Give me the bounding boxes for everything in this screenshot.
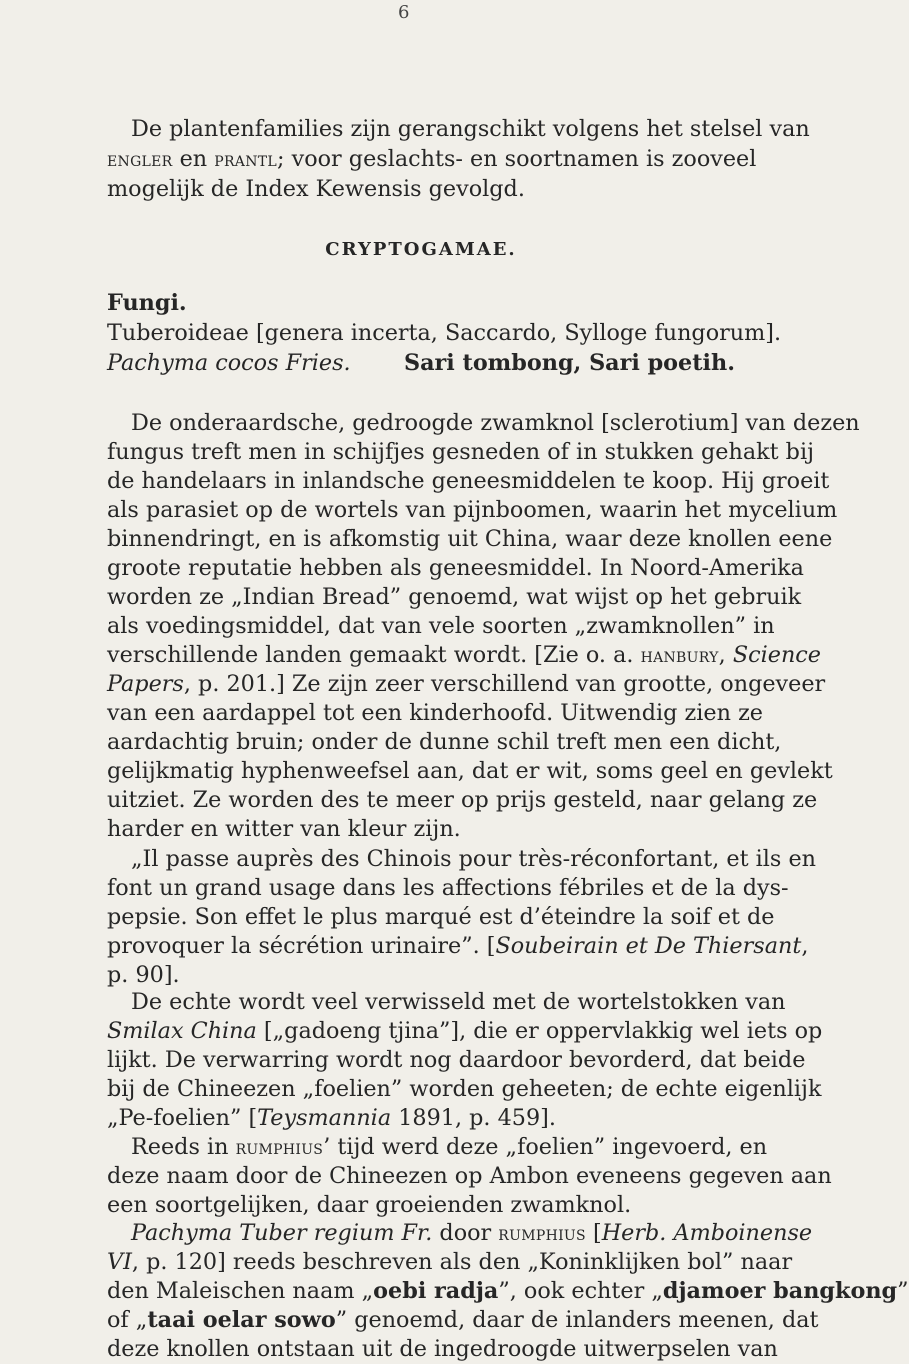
paragraph-line: „Il passe auprès des Chinois pour très-réconfortant, et ils en bbox=[131, 846, 817, 872]
page-number: 6 bbox=[398, 2, 410, 23]
intro-line: De plantenfamilies zijn gerangschikt volgens het stelsel van bbox=[131, 116, 810, 142]
paragraph-line: font un grand usage dans les affections fébriles et de la dys- bbox=[107, 875, 789, 901]
family-line: Tuberoideae [genera incerta, Saccardo, Sylloge fungorum]. bbox=[107, 320, 782, 346]
paragraph-line: Pachyma Tuber regium Fr. door rumphius [Herb. Amboinense bbox=[131, 1220, 813, 1246]
paragraph-line: bij de Chineezen „foelien” worden geheeten; de echte eigenlijk bbox=[107, 1076, 822, 1102]
paragraph-line: van een aardappel tot een kinderhoofd. Uitwendig zien ze bbox=[107, 700, 764, 726]
paragraph-line: als parasiet op de wortels van pijnboomen, waarin het mycelium bbox=[107, 497, 838, 523]
paragraph-line: „Pe-foelien” [Teysmannia 1891, p. 459]. bbox=[107, 1105, 556, 1131]
paragraph-line: pepsie. Son effet le plus marqué est d’éteindre la soif et de bbox=[107, 904, 775, 930]
paragraph-line: binnendringt, en is afkomstig uit China, waar deze knollen eene bbox=[107, 526, 833, 552]
fungi-heading: Fungi. bbox=[107, 290, 187, 316]
paragraph-line: uitziet. Ze worden des te meer op prijs gesteld, naar gelang ze bbox=[107, 787, 818, 813]
paragraph-line: Papers, p. 201.] Ze zijn zeer verschillend van grootte, ongeveer bbox=[107, 671, 826, 697]
paragraph-line: deze naam door de Chineezen op Ambon eveneens gegeven aan bbox=[107, 1163, 832, 1189]
paragraph-line: verschillende landen gemaakt wordt. [Zie o. a. hanbury, Science bbox=[107, 642, 821, 668]
paragraph-line: lijkt. De verwarring wordt nog daardoor bevorderd, dat beide bbox=[107, 1047, 806, 1073]
section-heading: CRYPTOGAMAE. bbox=[325, 239, 517, 260]
paragraph-line: als voedingsmiddel, dat van vele soorten „zwamknollen” in bbox=[107, 613, 775, 639]
paragraph-line: De onderaardsche, gedroogde zwamknol [sclerotium] van dezen bbox=[131, 410, 860, 436]
paragraph-line: Reeds in rumphius’ tijd werd deze „foelien” ingevoerd, en bbox=[131, 1134, 768, 1160]
paragraph-line: worden ze „Indian Bread” genoemd, wat wijst op het gebruik bbox=[107, 584, 802, 610]
intro-line: engler en prantl; voor geslachts- en soortnamen is zooveel bbox=[107, 146, 757, 172]
paragraph-line: gelijkmatig hyphenweefsel aan, dat er wit, soms geel en gevlekt bbox=[107, 758, 833, 784]
paragraph-line: De echte wordt veel verwisseld met de wortelstokken van bbox=[131, 989, 786, 1015]
paragraph-line: fungus treft men in schijfjes gesneden of in stukken gehakt bij bbox=[107, 439, 814, 465]
paragraph-line: een soortgelijken, daar groeienden zwamknol. bbox=[107, 1192, 632, 1218]
intro-line: mogelijk de Index Kewensis gevolgd. bbox=[107, 176, 525, 202]
species-line: Pachyma cocos Fries. Sari tombong, Sari poetih. bbox=[107, 350, 735, 376]
paragraph-line: provoquer la sécrétion urinaire”. [Soubeirain et De Thiersant, bbox=[107, 933, 809, 959]
paragraph-line: harder en witter van kleur zijn. bbox=[107, 816, 461, 842]
paragraph-line: den Maleischen naam „oebi radja”, ook echter „djamoer bangkong” bbox=[107, 1278, 909, 1304]
paragraph-line: of „taai oelar sowo” genoemd, daar de inlanders meenen, dat bbox=[107, 1307, 819, 1333]
paragraph-line: deze knollen ontstaan uit de ingedroogde uitwerpselen van bbox=[107, 1336, 778, 1362]
paragraph-line: VI, p. 120] reeds beschreven als den „Koninklijken bol” naar bbox=[107, 1249, 793, 1275]
paragraph-line: Smilax China [„gadoeng tjina”], die er oppervlakkig wel iets op bbox=[107, 1018, 823, 1044]
paragraph-line: groote reputatie hebben als geneesmiddel. In Noord-Amerika bbox=[107, 555, 804, 581]
paragraph-line: p. 90]. bbox=[107, 962, 180, 988]
paragraph-line: aardachtig bruin; onder de dunne schil treft men een dicht, bbox=[107, 729, 782, 755]
paragraph-line: de handelaars in inlandsche geneesmiddelen te koop. Hij groeit bbox=[107, 468, 830, 494]
